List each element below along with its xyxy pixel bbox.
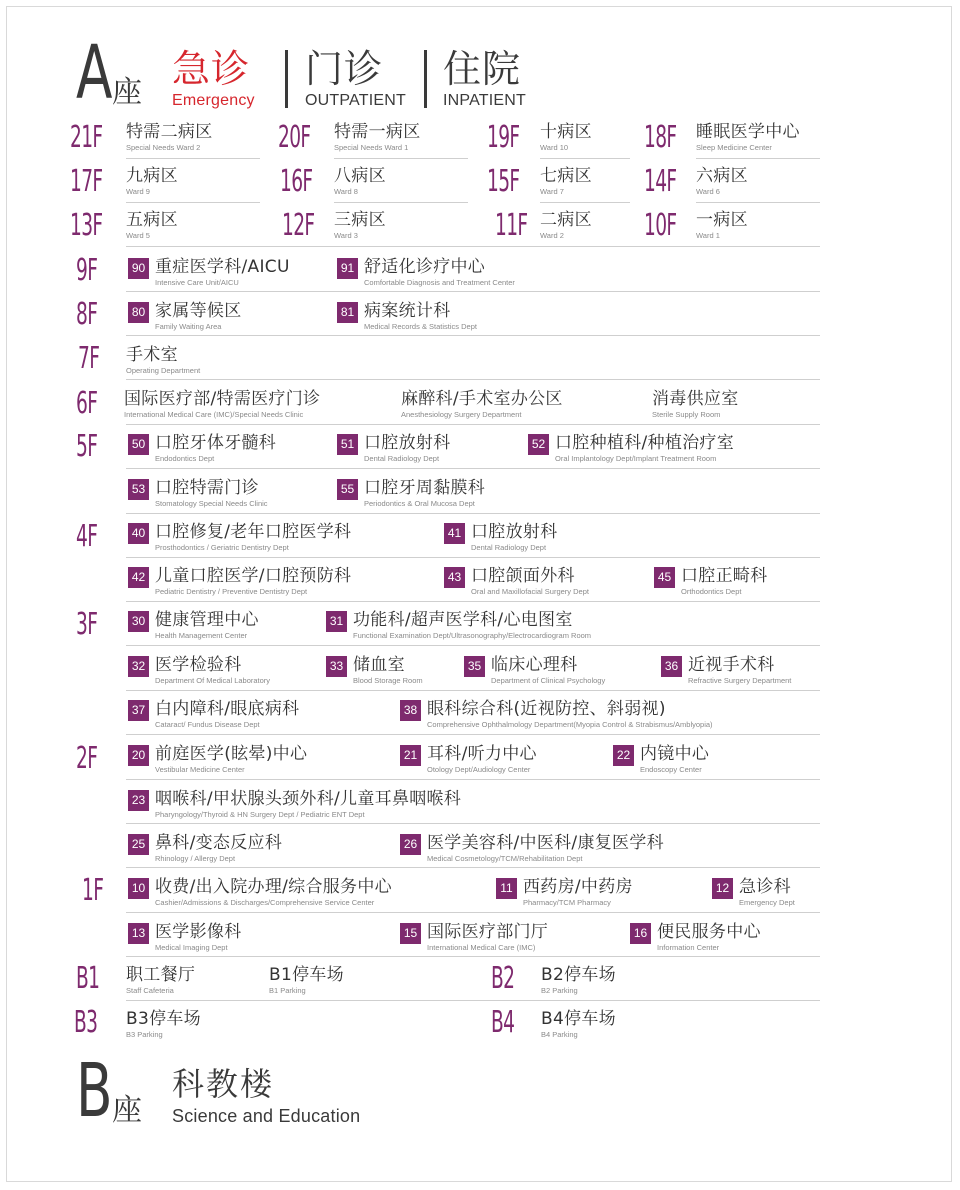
dept-en: Functional Examination Dept/Ultrasonography/Electrocardiogram Room xyxy=(353,631,592,640)
dept-cn: 口腔牙体牙髓科 xyxy=(155,433,277,453)
dept-number: 20 xyxy=(128,745,149,766)
ward-cn: 睡眠医学中心 xyxy=(696,122,800,142)
row-divider xyxy=(540,202,630,203)
floor-label: 16F xyxy=(280,164,313,199)
row-divider xyxy=(126,424,820,425)
dept-cn: 医学检验科 xyxy=(155,655,242,675)
dept-item xyxy=(128,567,351,596)
dept-number: 52 xyxy=(528,434,549,455)
dept-cn: 口腔特需门诊 xyxy=(155,478,259,498)
dept-cn: 健康管理中心 xyxy=(155,610,259,630)
floor-label: B3 xyxy=(74,1005,98,1040)
ward-en: Ward 1 xyxy=(696,231,720,240)
dept-cn: 咽喉科/甲状腺头颈外科/儿童耳鼻咽喉科 xyxy=(155,789,462,809)
dept-en: International Medical Care (IMC) xyxy=(427,943,536,952)
dept-cn: 医学美容科/中医科/康复医学科 xyxy=(427,833,664,853)
ward-en: Special Needs Ward 2 xyxy=(126,143,201,152)
floor-label: 21F xyxy=(70,120,103,155)
dept-number: 13 xyxy=(128,923,149,944)
floor-label: B1 xyxy=(76,961,100,996)
dept-item xyxy=(337,479,485,508)
dept-item xyxy=(326,611,591,640)
dept-item xyxy=(128,479,268,508)
dept-cn: 手术室 xyxy=(126,345,178,365)
ward-en: Ward 10 xyxy=(540,143,569,152)
building-letter-a: A xyxy=(76,30,112,116)
dept-item xyxy=(337,434,451,463)
floor-label: 1F xyxy=(82,873,104,908)
dept-number: 41 xyxy=(444,523,465,544)
dept-item xyxy=(400,700,713,729)
floor-label: 17F xyxy=(70,164,103,199)
ward-item xyxy=(126,211,178,240)
floor-label: 6F xyxy=(76,386,98,421)
floor-label: 10F xyxy=(644,208,677,243)
dept-en: Medical Records & Statistics Dept xyxy=(364,322,477,331)
dept-en: International Medical Care (IMC)/Special Needs Clinic xyxy=(124,410,304,419)
dept-number: 90 xyxy=(128,258,149,279)
row-divider xyxy=(126,468,820,469)
dept-cn: 耳科/听力中心 xyxy=(427,744,537,764)
dept-item xyxy=(712,878,795,907)
dept-en: Emergency Dept xyxy=(739,898,795,907)
dept-item xyxy=(124,390,320,419)
dept-en: Endodontics Dept xyxy=(155,454,215,463)
dept-item xyxy=(128,302,242,331)
dept-cn: 功能科/超声医学科/心电图室 xyxy=(353,610,573,630)
dept-cn: 内镜中心 xyxy=(640,744,710,764)
dept-item xyxy=(128,878,392,907)
emergency-cn: 急诊 xyxy=(172,47,251,91)
row-divider xyxy=(126,645,820,646)
ward-cn: 十病区 xyxy=(540,122,592,142)
dept-number: 81 xyxy=(337,302,358,323)
dept-cn: 近视手术科 xyxy=(688,655,775,675)
dept-item xyxy=(128,434,276,463)
dept-cn: 国际医疗部门厅 xyxy=(427,922,549,942)
dept-item xyxy=(269,966,344,995)
dept-number: 21 xyxy=(400,745,421,766)
dept-item xyxy=(128,656,270,685)
dept-en: Vestibular Medicine Center xyxy=(155,765,245,774)
dept-number: 30 xyxy=(128,611,149,632)
dept-cn: 口腔种植科/种植治疗室 xyxy=(555,433,735,453)
row-divider xyxy=(126,513,820,514)
dept-item xyxy=(630,923,761,952)
science-education-cn: 科教楼 xyxy=(172,1065,275,1103)
dept-cn: 急诊科 xyxy=(739,877,791,897)
dept-cn: B4停车场 xyxy=(541,1009,616,1029)
dept-cn: 西药房/中药房 xyxy=(523,877,633,897)
dept-item xyxy=(528,434,734,463)
ward-cn: 八病区 xyxy=(334,166,386,186)
dept-en: Periodontics & Oral Mucosa Dept xyxy=(364,499,475,508)
dept-cn: 口腔放射科 xyxy=(364,433,451,453)
emergency-en: Emergency xyxy=(172,92,255,109)
ward-item xyxy=(696,123,800,152)
dept-en: Pediatric Dentistry / Preventive Dentistry Dept xyxy=(155,587,308,596)
dept-en: Pharmacy/TCM Pharmacy xyxy=(523,898,611,907)
ward-en: Ward 7 xyxy=(540,187,564,196)
ward-item xyxy=(126,167,178,196)
dept-en: Sterile Supply Room xyxy=(652,410,721,419)
dept-item xyxy=(401,390,563,419)
dept-cn: B3停车场 xyxy=(126,1009,201,1029)
row-divider xyxy=(696,158,820,159)
floor-label: 4F xyxy=(76,519,98,554)
dept-en: Cataract/ Fundus Disease Dept xyxy=(155,720,260,729)
row-divider xyxy=(126,557,820,558)
dept-number: 91 xyxy=(337,258,358,279)
dept-number: 22 xyxy=(613,745,634,766)
dept-number: 51 xyxy=(337,434,358,455)
dept-number: 32 xyxy=(128,656,149,677)
floor-label: 11F xyxy=(495,208,528,243)
dept-number: 43 xyxy=(444,567,465,588)
dept-item xyxy=(326,656,423,685)
dept-en: Refractive Surgery Department xyxy=(688,676,792,685)
dept-en: Orthodontics Dept xyxy=(681,587,742,596)
floor-label: 20F xyxy=(278,120,311,155)
ward-en: Ward 8 xyxy=(334,187,358,196)
dept-item xyxy=(337,258,515,287)
row-divider xyxy=(540,158,630,159)
floor-label: 15F xyxy=(487,164,520,199)
dept-cn: 麻醉科/手术室办公区 xyxy=(401,389,563,409)
dept-number: 31 xyxy=(326,611,347,632)
dept-cn: 重症医学科/AICU xyxy=(155,257,290,277)
dept-item xyxy=(128,745,307,774)
divider-bar xyxy=(424,50,427,108)
dept-en: B1 Parking xyxy=(269,986,306,995)
row-divider xyxy=(126,867,820,868)
ward-en: Sleep Medicine Center xyxy=(696,143,772,152)
dept-cn: 眼科综合科(近视防控、斜弱视) xyxy=(427,699,666,719)
ward-cn: 六病区 xyxy=(696,166,748,186)
floor-label: 3F xyxy=(76,607,98,642)
ward-item xyxy=(334,211,386,240)
dept-item xyxy=(128,923,242,952)
dept-item xyxy=(541,966,616,995)
dept-item xyxy=(654,567,768,596)
dept-cn: 临床心理科 xyxy=(491,655,578,675)
dept-en: Stomatology Special Needs Clinic xyxy=(155,499,268,508)
ward-cn: 五病区 xyxy=(126,210,178,230)
dept-item xyxy=(128,700,299,729)
floor-label: 8F xyxy=(76,297,98,332)
ward-cn: 九病区 xyxy=(126,166,178,186)
row-divider xyxy=(126,158,260,159)
dept-item xyxy=(400,923,548,952)
dept-number: 25 xyxy=(128,834,149,855)
dept-item xyxy=(541,1010,616,1039)
dept-en: B4 Parking xyxy=(541,1030,578,1039)
science-education-en: Science and Education xyxy=(172,1106,361,1126)
dept-en: Pharyngology/Thyroid & HN Surgery Dept / Pediatric ENT Dept xyxy=(155,810,365,819)
dept-item xyxy=(126,966,195,995)
ward-cn: 二病区 xyxy=(540,210,592,230)
ward-en: Ward 2 xyxy=(540,231,564,240)
row-divider xyxy=(126,956,820,957)
dept-number: 15 xyxy=(400,923,421,944)
dept-cn: 家属等候区 xyxy=(155,301,242,321)
floor-label: B4 xyxy=(491,1005,515,1040)
dept-number: 12 xyxy=(712,878,733,899)
dept-en: Medical Imaging Dept xyxy=(155,943,228,952)
ward-item xyxy=(334,167,386,196)
dept-cn: 前庭医学(眩晕)中心 xyxy=(155,744,308,764)
dept-en: Otology Dept/Audiology Center xyxy=(427,765,531,774)
emergency-heading xyxy=(172,47,255,110)
dept-cn: 国际医疗部/特需医疗门诊 xyxy=(124,389,321,409)
dept-item xyxy=(496,878,633,907)
dept-cn: B2停车场 xyxy=(541,965,616,985)
ward-cn: 一病区 xyxy=(696,210,748,230)
dept-item xyxy=(126,1010,201,1039)
dept-en: Information Center xyxy=(657,943,720,952)
divider-bar xyxy=(285,50,288,108)
dept-cn: 白内障科/眼底病科 xyxy=(155,699,300,719)
dept-number: 36 xyxy=(661,656,682,677)
dept-en: Comfortable Diagnosis and Treatment Center xyxy=(364,278,515,287)
floor-label: B2 xyxy=(491,961,515,996)
dept-item xyxy=(400,834,664,863)
ward-en: Special Needs Ward 1 xyxy=(334,143,409,152)
dept-cn: 口腔颌面外科 xyxy=(471,566,575,586)
dept-en: Anesthesiology Surgery Department xyxy=(401,410,522,419)
ward-en: Ward 3 xyxy=(334,231,358,240)
row-divider xyxy=(126,912,820,913)
dept-en: Staff Cafeteria xyxy=(126,986,174,995)
ward-cn: 特需一病区 xyxy=(334,122,421,142)
row-divider xyxy=(126,335,820,336)
row-divider xyxy=(334,158,468,159)
dept-en: Operating Department xyxy=(126,366,201,375)
row-divider xyxy=(126,779,820,780)
ward-item xyxy=(540,167,592,196)
dept-item xyxy=(128,611,259,640)
outpatient-en: OUTPATIENT xyxy=(305,92,406,109)
row-divider xyxy=(126,601,820,602)
ward-item xyxy=(540,123,592,152)
dept-en: Dental Radiology Dept xyxy=(471,543,547,552)
inpatient-cn: 住院 xyxy=(443,47,522,91)
dept-en: Comprehensive Ophthalmology Department(Myopia Control & Strabismus/Amblyopia) xyxy=(427,720,713,729)
dept-number: 53 xyxy=(128,479,149,500)
dept-item xyxy=(444,567,589,596)
dept-item xyxy=(400,745,537,774)
dept-number: 11 xyxy=(496,878,517,899)
row-divider xyxy=(126,202,260,203)
building-zuo-b: 座 xyxy=(112,1093,142,1128)
row-divider xyxy=(334,202,468,203)
dept-number: 16 xyxy=(630,923,651,944)
floor-label: 12F xyxy=(282,208,315,243)
dept-cn: 舒适化诊疗中心 xyxy=(364,257,486,277)
ward-item xyxy=(540,211,592,240)
dept-number: 38 xyxy=(400,700,421,721)
row-divider xyxy=(126,1000,820,1001)
dept-cn: B1停车场 xyxy=(269,965,344,985)
ward-en: Ward 6 xyxy=(696,187,720,196)
floor-label: 5F xyxy=(76,429,98,464)
dept-number: 80 xyxy=(128,302,149,323)
dept-item xyxy=(661,656,791,685)
dept-cn: 收费/出入院办理/综合服务中心 xyxy=(155,877,392,897)
dept-item xyxy=(128,834,282,863)
floor-label: 18F xyxy=(644,120,677,155)
dept-number: 42 xyxy=(128,567,149,588)
dept-cn: 病案统计科 xyxy=(364,301,451,321)
row-divider xyxy=(126,734,820,735)
dept-en: Family Waiting Area xyxy=(155,322,222,331)
dept-en: Department Of Medical Laboratory xyxy=(155,676,271,685)
dept-number: 26 xyxy=(400,834,421,855)
dept-cn: 消毒供应室 xyxy=(652,389,739,409)
dept-en: Health Management Center xyxy=(155,631,248,640)
dept-item xyxy=(126,346,200,375)
floor-label: 14F xyxy=(644,164,677,199)
dept-item xyxy=(444,523,558,552)
building-letter-b: B xyxy=(76,1048,113,1134)
dept-en: Cashier/Admissions & Discharges/Comprehensive Service Center xyxy=(155,898,375,907)
ward-en: Ward 9 xyxy=(126,187,150,196)
dept-en: Prosthodontics / Geriatric Dentistry Dept xyxy=(155,543,289,552)
dept-cn: 鼻科/变态反应科 xyxy=(155,833,283,853)
floor-label: 13F xyxy=(70,208,103,243)
dept-en: Intensive Care Unit/AICU xyxy=(155,278,239,287)
row-divider xyxy=(126,690,820,691)
dept-item xyxy=(613,745,709,774)
dept-number: 55 xyxy=(337,479,358,500)
dept-item xyxy=(128,790,461,819)
floor-label: 2F xyxy=(76,741,98,776)
ward-item xyxy=(334,123,421,152)
dept-item xyxy=(652,390,739,419)
dept-cn: 儿童口腔医学/口腔预防科 xyxy=(155,566,352,586)
ward-item xyxy=(696,211,748,240)
ward-en: Ward 5 xyxy=(126,231,150,240)
floor-label: 9F xyxy=(76,253,98,288)
row-divider xyxy=(696,202,820,203)
row-divider xyxy=(126,291,820,292)
dept-en: B2 Parking xyxy=(541,986,578,995)
dept-en: Dental Radiology Dept xyxy=(364,454,440,463)
floor-label: 19F xyxy=(487,120,520,155)
ward-item xyxy=(696,167,748,196)
dept-cn: 便民服务中心 xyxy=(657,922,761,942)
building-zuo-a: 座 xyxy=(112,75,142,110)
dept-number: 35 xyxy=(464,656,485,677)
outpatient-cn: 门诊 xyxy=(305,47,384,91)
dept-number: 45 xyxy=(654,567,675,588)
dept-number: 40 xyxy=(128,523,149,544)
inpatient-heading xyxy=(443,47,526,110)
science-education-heading xyxy=(172,1065,361,1127)
dept-item xyxy=(464,656,605,685)
inpatient-en: INPATIENT xyxy=(443,92,526,109)
dept-item xyxy=(128,258,290,287)
dept-cn: 储血室 xyxy=(353,655,405,675)
dept-en: Department of Clinical Psychology xyxy=(491,676,606,685)
ward-cn: 特需二病区 xyxy=(126,122,213,142)
ward-cn: 七病区 xyxy=(540,166,592,186)
dept-en: Oral Implantology Dept/Implant Treatment Room xyxy=(555,454,717,463)
row-divider xyxy=(126,823,820,824)
dept-en: Oral and Maxillofacial Surgery Dept xyxy=(471,587,589,596)
row-divider xyxy=(126,379,820,380)
dept-en: Blood Storage Room xyxy=(353,676,423,685)
dept-en: Rhinology / Allergy Dept xyxy=(155,854,236,863)
dept-cn: 口腔放射科 xyxy=(471,522,558,542)
dept-number: 23 xyxy=(128,790,149,811)
ward-cn: 三病区 xyxy=(334,210,386,230)
ward-item xyxy=(126,123,213,152)
dept-en: Medical Cosmetology/TCM/Rehabilitation Dept xyxy=(427,854,583,863)
dept-cn: 口腔修复/老年口腔医学科 xyxy=(155,522,352,542)
dept-number: 33 xyxy=(326,656,347,677)
dept-item xyxy=(337,302,477,331)
dept-en: B3 Parking xyxy=(126,1030,163,1039)
outpatient-heading xyxy=(305,47,406,110)
dept-cn: 口腔正畸科 xyxy=(681,566,768,586)
dept-cn: 职工餐厅 xyxy=(126,965,196,985)
dept-cn: 医学影像科 xyxy=(155,922,242,942)
dept-en: Endoscopy Center xyxy=(640,765,702,774)
dept-number: 10 xyxy=(128,878,149,899)
dept-number: 50 xyxy=(128,434,149,455)
dept-number: 37 xyxy=(128,700,149,721)
row-divider xyxy=(126,246,820,247)
floor-label: 7F xyxy=(78,341,100,376)
dept-item xyxy=(128,523,351,552)
dept-cn: 口腔牙周黏膜科 xyxy=(364,478,486,498)
